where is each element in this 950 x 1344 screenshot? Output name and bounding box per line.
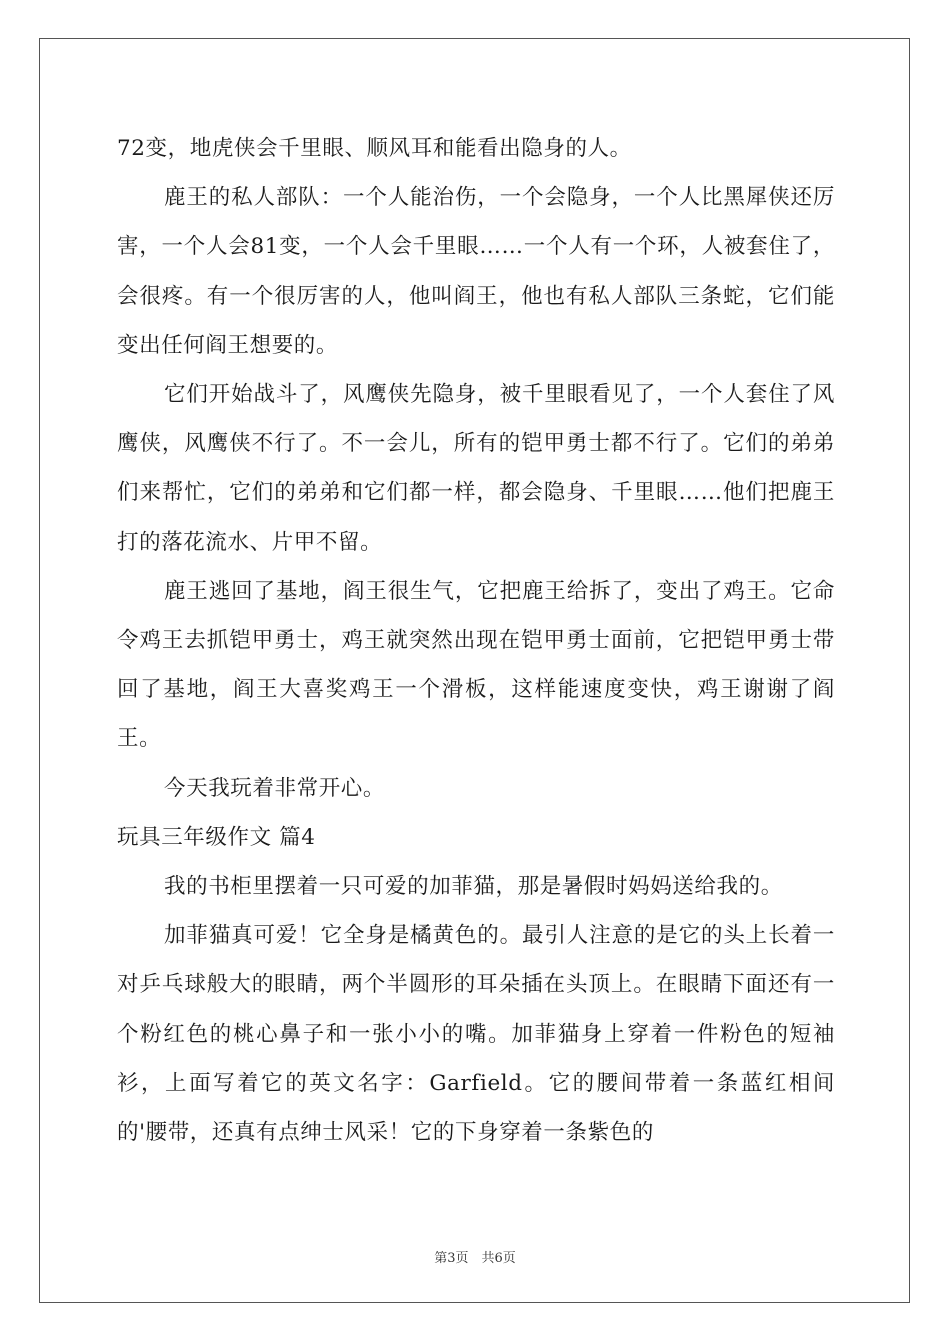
page-number-footer: 第3页 共6页 xyxy=(434,1251,516,1266)
paragraph: 它们开始战斗了，风鹰侠先隐身，被千里眼看见了，一个人套住了风鹰侠，风鹰侠不行了。不一会儿，所有的铠甲勇士都不行了。它们的弟弟们来帮忙，它们的弟弟和它们都一样，都会隐身、千里眼……他们把鹿王打的落花流水、片甲不留。 xyxy=(117,382,835,555)
paragraph: 今天我玩着非常开心。 xyxy=(164,775,386,801)
section-heading: 玩具三年级作文 篇4 xyxy=(117,824,316,850)
paragraph-continued: 72变，地虎侠会千里眼、顺风耳和能看出隐身的人。 xyxy=(117,136,632,161)
paragraph: 我的书柜里摆着一只可爱的加菲猫，那是暑假时妈妈送给我的。 xyxy=(164,874,783,900)
document-body xyxy=(117,124,835,1157)
paragraph: 鹿王的私人部队：一个人能治伤，一个会隐身，一个人比黑犀侠还厉害，一个人会81变，一个人会千里眼……一个人有一个环，人被套住了，会很疼。有一个很厉害的人，他叫阎王，他也有私人部队三条蛇，它们能变出任何阎王想要的。 xyxy=(117,185,835,358)
paragraph: 加菲猫真可爱！它全身是橘黄色的。最引人注意的是它的头上长着一对乒乓球般大的眼睛，两个半圆形的耳朵插在头顶上。在眼睛下面还有一个粉红色的桃心鼻子和一张小小的嘴。加菲猫身上穿着一件粉色的短袖衫，上面写着它的英文名字：Garfield。它的腰间带着一条蓝红相间的'腰带，还真有点绅士风采！它的下身穿着一条紫色的 xyxy=(117,923,835,1146)
paragraph: 鹿王逃回了基地，阎王很生气，它把鹿王给拆了，变出了鸡王。它命令鸡王去抓铠甲勇士，鸡王就突然出现在铠甲勇士面前，它把铠甲勇士带回了基地，阎王大喜奖鸡王一个滑板，这样能速度变快，鸡王谢谢了阎王。 xyxy=(117,578,835,752)
